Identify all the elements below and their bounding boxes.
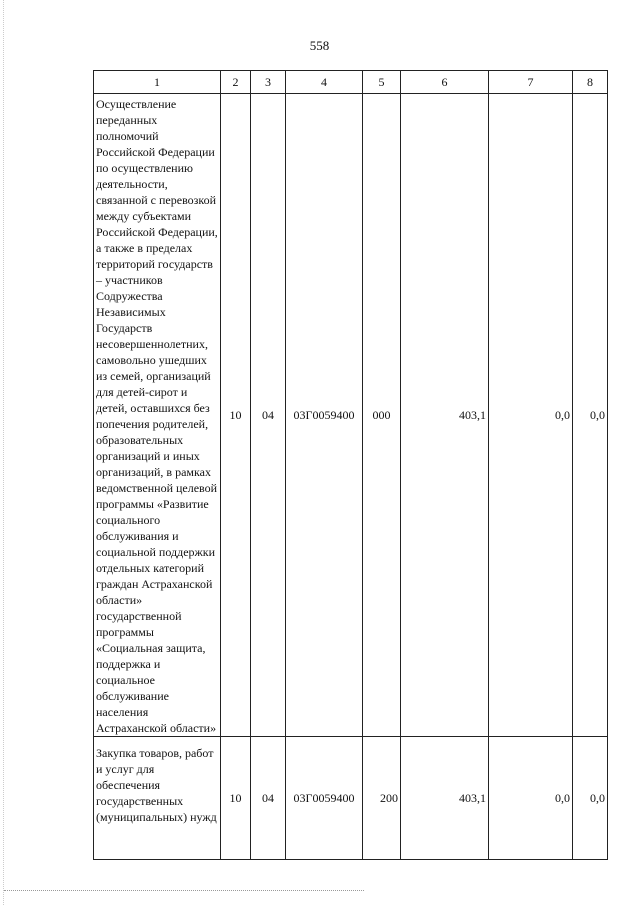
row-target-article: 03Г0059400 <box>286 737 363 860</box>
header-cell: 7 <box>489 71 573 94</box>
row-section: 10 <box>221 737 251 860</box>
scan-left-edge <box>3 0 4 905</box>
row-subsection: 04 <box>251 94 286 737</box>
row-amount-1: 403,1 <box>401 737 489 860</box>
scan-bottom-edge <box>4 890 364 891</box>
row-amount-2: 0,0 <box>489 94 573 737</box>
table-row <box>94 737 608 860</box>
header-cell: 5 <box>363 71 401 94</box>
table-row <box>94 94 608 737</box>
row-amount-3: 0,0 <box>573 737 608 860</box>
row-amount-1: 403,1 <box>401 94 489 737</box>
header-cell: 2 <box>221 71 251 94</box>
header-cell: 3 <box>251 71 286 94</box>
row-amount-3: 0,0 <box>573 94 608 737</box>
row-description: Закупка товаров, работ и услуг для обеспечения государственных (муниципальных) нужд <box>94 737 221 860</box>
header-cell: 1 <box>94 71 221 94</box>
row-expense-type: 200 <box>363 737 401 860</box>
header-row <box>94 71 608 94</box>
row-expense-type: 000 <box>363 94 401 737</box>
row-subsection: 04 <box>251 737 286 860</box>
budget-table <box>93 70 608 860</box>
row-amount-2: 0,0 <box>489 737 573 860</box>
row-section: 10 <box>221 94 251 737</box>
header-cell: 8 <box>573 71 608 94</box>
row-target-article: 03Г0059400 <box>286 94 363 737</box>
row-description: Осуществление переданных полномочий Российской Федерации по осуществлению деятельности, связанной с перевозкой между субъектами Российской Федерации, а также в пределах территорий государств – участников Содружества Независимых Государств несовершеннолетних, самовольно ушедших из семей, организаций для детей-сирот и детей, оставшихся без попечения родителей, образовательных организаций и иных организаций, в рамках ведомственной целевой программы «Развитие социального обслуживания и социальной поддержки отдельных категорий граждан Астраханской области» государственной программы «Социальная защита, поддержка и социальное обслуживание населения Астраханской области» <box>94 94 221 737</box>
header-cell: 6 <box>401 71 489 94</box>
page-number: 558 <box>309 38 330 53</box>
header-cell: 4 <box>286 71 363 94</box>
